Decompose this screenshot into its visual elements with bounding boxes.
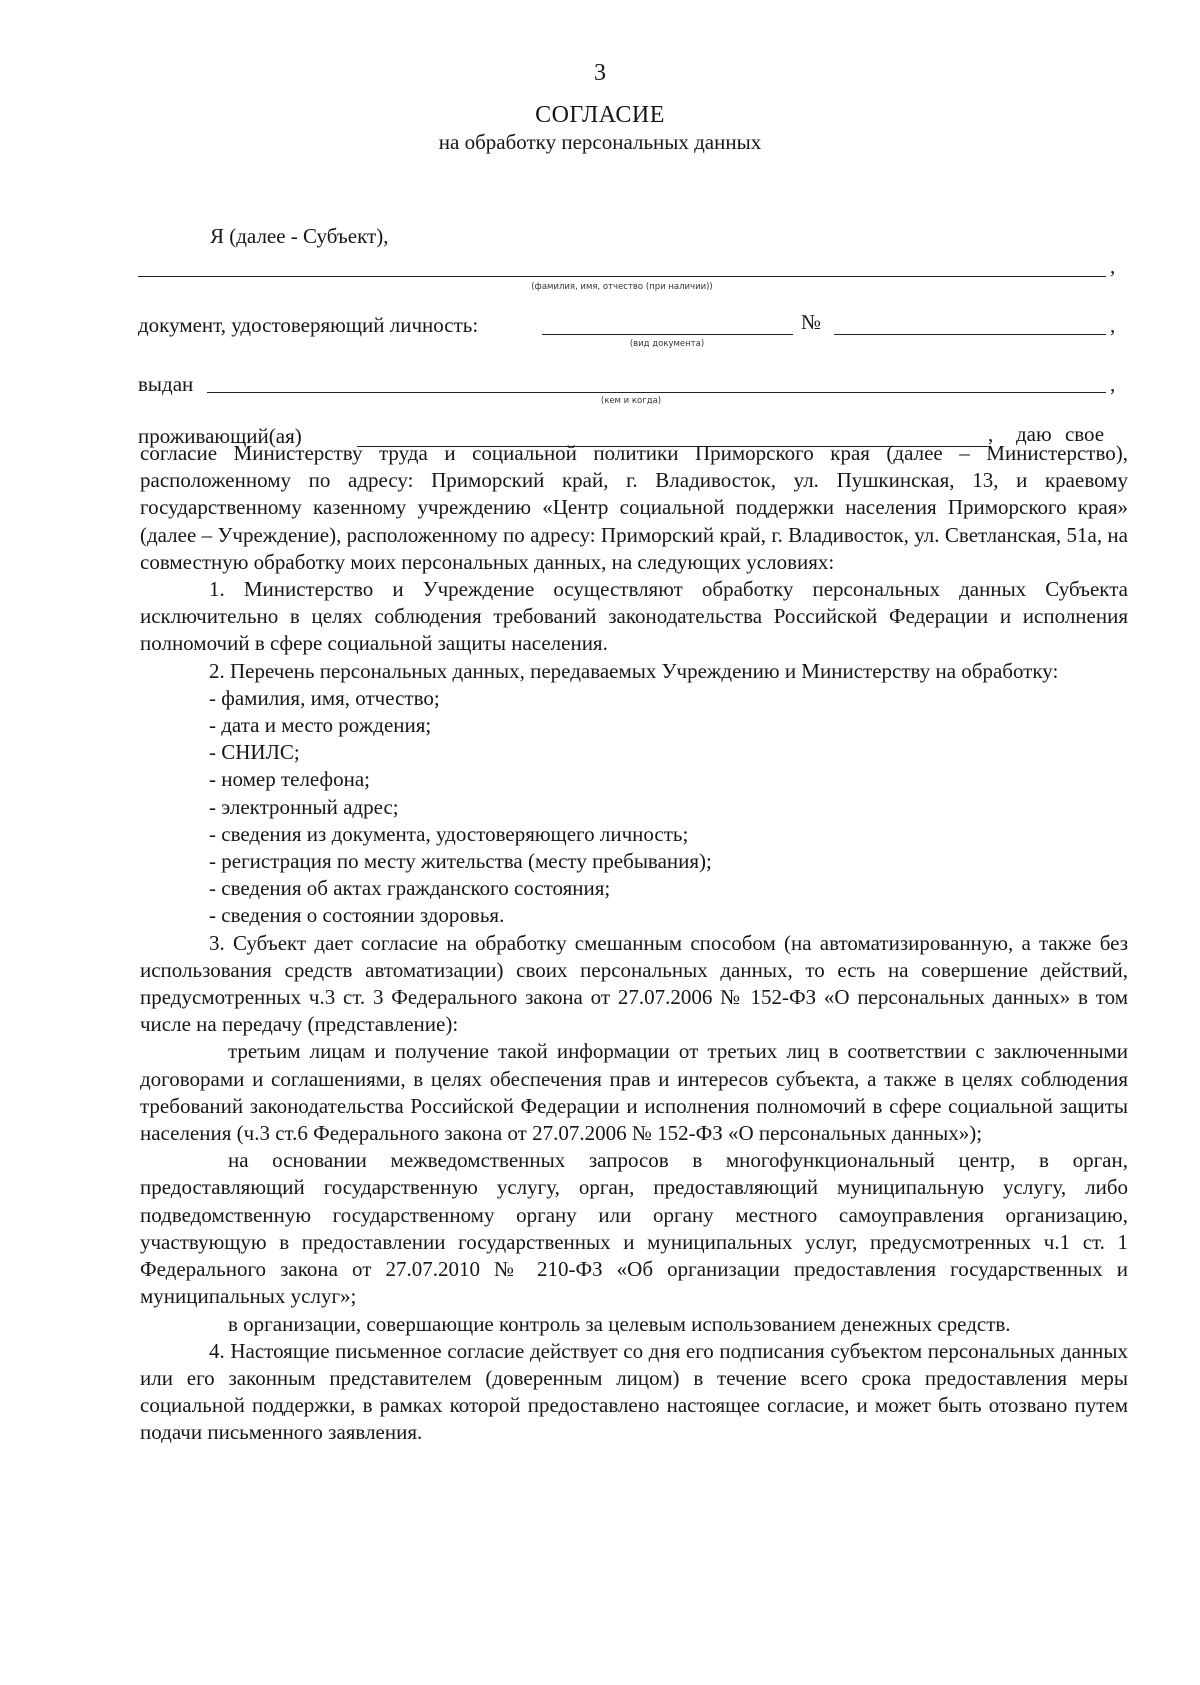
- fio-field-line[interactable]: [138, 276, 1106, 277]
- data-list-item: - электронный адрес;: [209, 794, 399, 819]
- consent-body: [140, 440, 1128, 1447]
- consent-paragraph: согласие Министерству труда и социальной политики Приморского края (далее – Министерство), расположенному по адресу: Приморский край, г. Владивосток, ул. Пушкинская, 13, и краевому государственному казенному учреждению «Центр социальной поддержки населения Приморского края» (далее – Учреждение), расположенному по адресу: Приморский край, г. Владивосток, ул. Светланская, 51а, на совместную обработку моих персональных данных, на следующих условиях:: [140, 441, 1128, 574]
- consent-word: даю свое: [1016, 422, 1105, 446]
- data-list-item: - сведения о состоянии здоровья.: [209, 903, 505, 928]
- data-list-item: - номер телефона;: [209, 767, 370, 792]
- residing-label: проживающий(ая): [138, 424, 302, 448]
- data-list-item: - СНИЛС;: [209, 740, 300, 765]
- document-subtitle: на обработку персональных данных: [438, 130, 762, 154]
- clause-1: 1. Министерство и Учреждение осуществляют обработку персональных данных Субъекта исключительно в целях соблюдения требований законодательства Российской Федерации и исполнения полномочий в сфере социальной защиты населения.: [140, 577, 1128, 656]
- identity-type-field-line[interactable]: [542, 334, 793, 335]
- clause-3: 3. Субъект дает согласие на обработку смешанным способом (на автоматизированную, а также без использования средств автоматизации) своих персональных данных, то есть на совершение действий, предусмотренных ч.3 ст. 3 Федерального закона от 27.07.2006 № 152-ФЗ «О персональных данных» в том числе на передачу (представление):: [140, 930, 1128, 1037]
- fio-hint: (фамилия, имя, отчество (при наличии)): [531, 282, 713, 292]
- issued-comma: ,: [1110, 372, 1116, 396]
- data-list-item: - фамилия, имя, отчество;: [209, 685, 440, 710]
- data-list-item: - регистрация по месту жительства (месту пребывания);: [209, 849, 712, 874]
- issued-field-line[interactable]: [207, 392, 1106, 393]
- clause-3-third-parties: третьим лицам и получение такой информации от третьих лиц в соответствии с заключенными договорами и соглашениями, в целях обеспечения прав и интересов субъекта, а также в целях соблюдения требований законодательства Российской Федерации и исполнения полномочий в сфере социальной защиты населения (ч.3 ст.6 Федерального закона от 27.07.2006 № 152-ФЗ «О персональных данных»);: [140, 1039, 1128, 1146]
- data-list-item: - дата и место рождения;: [209, 713, 432, 738]
- clause-2: 2. Перечень персональных данных, передаваемых Учреждению и Министерству на обработку:: [209, 658, 1059, 683]
- issued-label: выдан: [138, 372, 194, 396]
- subject-intro: Я (далее - Субъект),: [210, 224, 389, 248]
- clause-4: 4. Настоящие письменное согласие действует со дня его подписания субъектом персональных данных или его законным представителем (доверенным лицом) в течение всего срока предоставления меры социальной поддержки, в рамках которой предоставлено настоящее согласие, и может быть отозвано путем подачи письменного заявления.: [140, 1338, 1128, 1445]
- residing-comma: ,: [988, 422, 994, 446]
- identity-hint: (вид документа): [629, 339, 705, 349]
- clause-3-control: в организации, совершающие контроль за целевым использованием денежных средств.: [228, 1311, 1011, 1336]
- data-list-item: - сведения из документа, удостоверяющего личность;: [209, 821, 689, 846]
- identity-number-field-line[interactable]: [834, 334, 1106, 335]
- page-number: 3: [594, 60, 606, 86]
- data-list-item: - сведения об актах гражданского состояния;: [209, 876, 611, 901]
- identity-comma: ,: [1110, 313, 1116, 337]
- fio-comma: ,: [1110, 254, 1116, 278]
- clause-3-interagency: на основании межведомственных запросов в многофункциональный центр, в орган, предоставляющий государственную услугу, орган, предоставляющий муниципальную услугу, либо подведомственную государственному органу или органу местного самоуправления организацию, участвующую в предоставлении государственных и муниципальных услуг, предусмотренных ч.1 ст. 1 Федерального закона от 27.07.2010 № 210-ФЗ «Об организации предоставления государственных и муниципальных услуг»;: [140, 1148, 1128, 1309]
- number-sign: №: [801, 310, 822, 334]
- identity-label: документ, удостоверяющий личность:: [138, 313, 479, 337]
- document-title: СОГЛАСИЕ: [535, 102, 665, 128]
- issued-hint: (кем и когда): [600, 396, 662, 406]
